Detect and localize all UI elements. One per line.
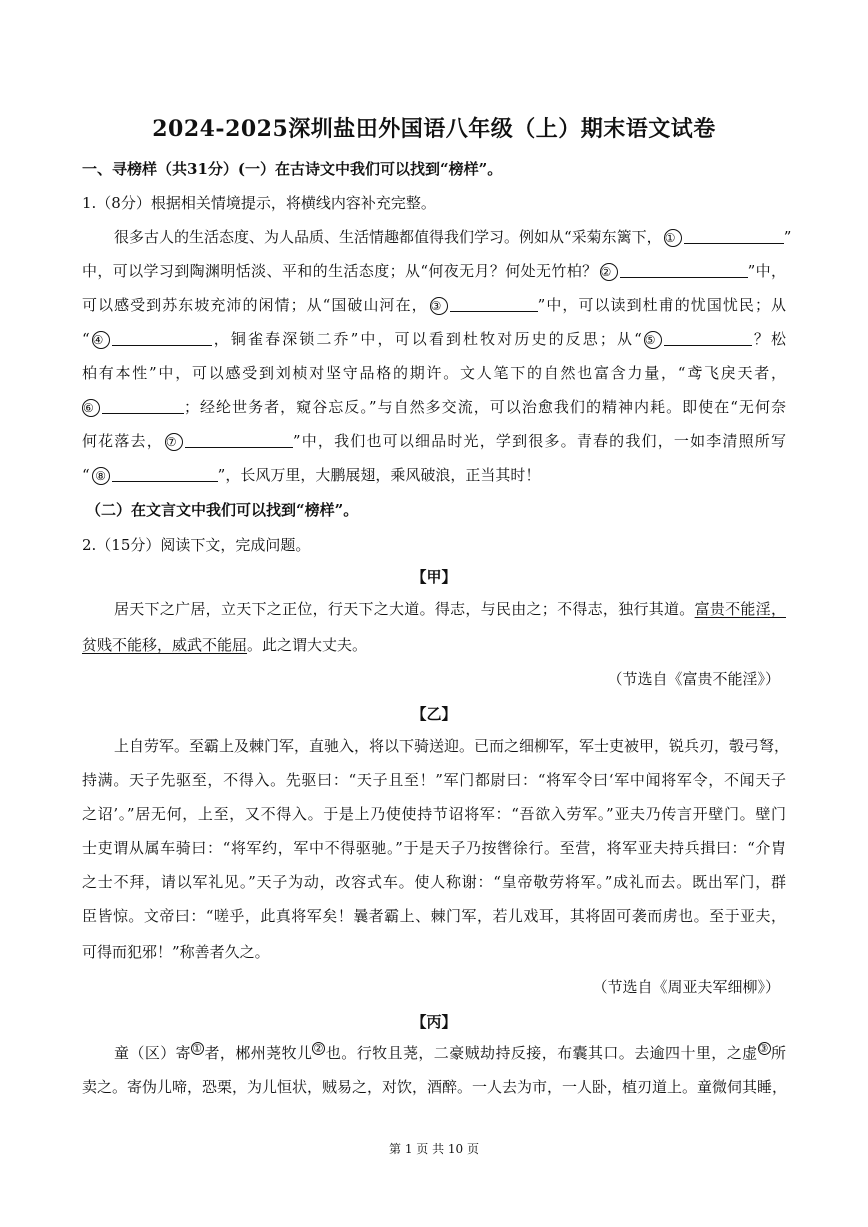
fill-blank-1[interactable] (684, 226, 784, 244)
yi-line-4: 士吏谓从属车骑曰：“将军约，军中不得驱驰。”于是天子乃按辔徐行。至营，将军亚夫持兵揖曰：“介胄 (82, 839, 786, 857)
passage-jia-label: 【甲】 (411, 568, 457, 586)
blank-number-3: ③ (430, 297, 448, 315)
yi-line-1: 上自劳军。至霸上及棘门军，直驰入，将以下骑送迎。已而之细柳军，军士吏被甲，锐兵刃，彀弓弩， (114, 737, 790, 755)
page-footer: 第 1 页 共 10 页 (389, 1142, 479, 1156)
p1-line-7: 何花落去， ⑦ ”中，我们也可以细品时光，学到很多。青春的我们，一如李清照所写 (82, 432, 786, 450)
blank-number-8: ⑧ (92, 467, 110, 485)
blank-number-5: ⑤ (644, 331, 662, 349)
passage-bing-label: 【丙】 (411, 1013, 457, 1031)
footnote-marker-2[interactable]: ② (312, 1042, 325, 1055)
yi-line-5: 之士不拜，请以军礼见。”天子为动，改容式车。使人称谢：“皇帝敬劳将军。”成礼而去。既出军门，群 (82, 873, 786, 891)
fill-blank-6[interactable] (102, 396, 184, 414)
jia-line-2: 贫贱不能移，威武不能屈。此之谓大丈夫。 (82, 636, 368, 654)
fill-blank-2[interactable] (620, 260, 748, 278)
section-heading-1: 一、寻榜样（共31分）(一）在古诗文中我们可以找到“榜样”。 (82, 160, 503, 178)
jia-underlined-text-1: 富贵不能淫， (694, 600, 786, 618)
yi-source: （节选自《周亚夫军细柳》） (592, 978, 780, 996)
footnote-marker-1[interactable]: ① (191, 1042, 204, 1055)
fill-blank-8[interactable] (112, 464, 218, 482)
footnote-marker-3[interactable]: ③ (758, 1042, 771, 1055)
p1-line-1: 很多古人的生活态度、为人品质、生活情趣都值得我们学习。例如从“采菊东篱下， ① ” (114, 228, 792, 246)
p1-line-8: “ ⑧ ”，长风万里，大鹏展翅，乘风破浪，正当其时！ (82, 466, 541, 484)
fill-blank-4[interactable] (112, 328, 212, 346)
passage-yi-label: 【乙】 (411, 705, 457, 723)
yi-line-7: 可得而犯邪！”称善者久之。 (82, 943, 270, 961)
p1-line-4: “ ④ ，铜雀春深锁二乔”中，可以看到杜牧对历史的反思；从“ ⑤ ？松 (82, 330, 786, 348)
blank-number-7: ⑦ (165, 433, 183, 451)
blank-number-6: ⑥ (82, 399, 100, 417)
question-2-heading: 2.（15分）阅读下文，完成问题。 (82, 536, 311, 554)
blank-number-4: ④ (92, 331, 110, 349)
section-heading-2: （二）在文言文中我们可以找到“榜样”。 (86, 501, 359, 519)
p1-line-5: 柏有本性”中，可以感受到刘桢对坚守品格的期许。文人笔下的自然也富含力量，“鸢飞戾天者， (82, 364, 786, 382)
yi-line-2: 持满。天子先驱至，不得入。先驱曰：“天子且至！”军门都尉曰：“将军令曰‘军中闻将军令，不闻天子 (82, 771, 786, 789)
yi-line-3: 之诏’。”居无何，上至，又不得入。于是上乃使使持节诏将军：“吾欲入劳军。”亚夫乃传言开壁门。壁门 (82, 805, 786, 823)
jia-line-1: 居天下之广居，立天下之正位，行天下之大道。得志，与民由之；不得志，独行其道。富贵不能淫， (114, 600, 786, 618)
question-1-heading: 1.（8分）根据相关情境提示，将横线内容补充完整。 (82, 194, 436, 212)
jia-underlined-text-2: 贫贱不能移，威武不能屈 (82, 636, 248, 654)
p1-line-3: 可以感受到苏东坡充沛的闲情；从“国破山河在， ③ ”中，可以读到杜甫的忧国忧民；从 (82, 296, 786, 314)
bing-line-2: 卖之。寄伪儿啼，恐栗，为儿恒状，贼易之，对饮，酒醉。一人去为市，一人卧，植刃道上。童微伺其睡， (82, 1078, 788, 1096)
p1-line-2: 中，可以学习到陶渊明恬淡、平和的生活态度；从“何夜无月？何处无竹柏？ ② ”中， (82, 262, 786, 280)
blank-number-1: ① (664, 229, 682, 247)
page-title: 2024-2025深圳盐田外国语八年级（上）期末语文试卷 (152, 116, 716, 142)
fill-blank-5[interactable] (664, 328, 752, 346)
blank-number-2: ② (600, 263, 618, 281)
yi-line-6: 臣皆惊。文帝曰：“嗟乎，此真将军矣！曩者霸上、棘门军，若儿戏耳，其将固可袭而虏也。至于亚夫， (82, 907, 786, 925)
bing-line-1: 童（区）寄① 者，郴州荛牧儿② 也。行牧且荛，二豪贼劫持反接，布囊其口。去逾四十里，之虚③ 所 (114, 1042, 786, 1062)
fill-blank-3[interactable] (450, 294, 538, 312)
jia-source: （节选自《富贵不能淫》） (607, 670, 780, 688)
p1-line-6: ⑥ ；经纶世务者，窥谷忘反。”与自然多交流，可以治愈我们的精神内耗。即使在“无何奈 (83, 398, 786, 416)
fill-blank-7[interactable] (185, 430, 293, 448)
